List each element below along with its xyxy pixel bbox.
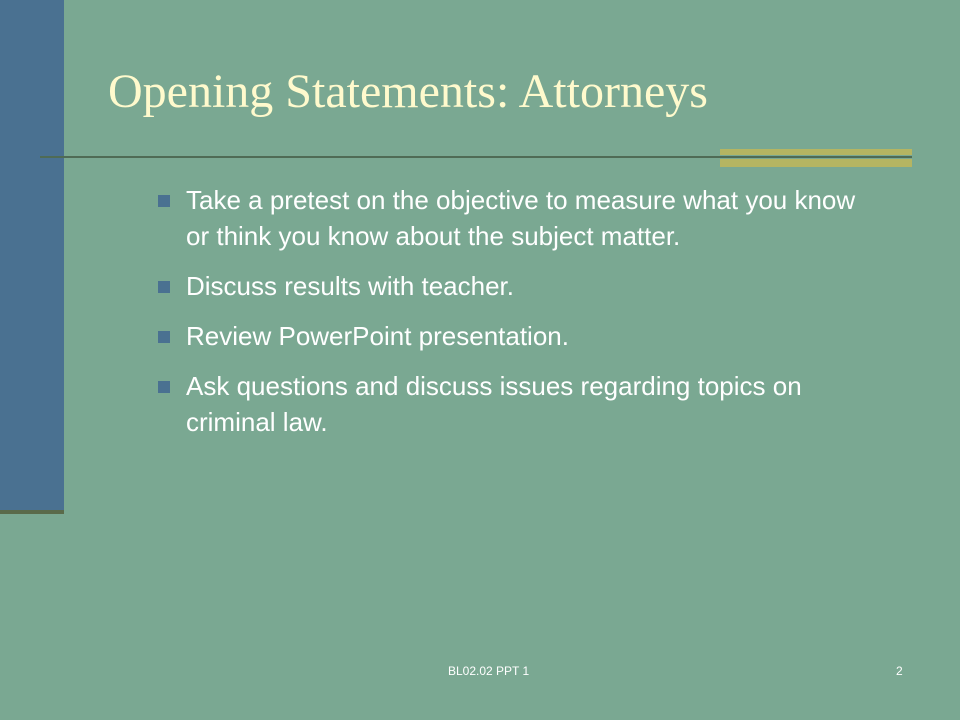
slide-footer: BL02.02 PPT 1 (448, 664, 530, 678)
bullet-text: Ask questions and discuss issues regarding topics on criminal law. (186, 371, 802, 437)
bullet-list (158, 182, 878, 454)
left-bar-underline (0, 510, 64, 514)
accent-bar-top (720, 149, 912, 155)
bullet-item (158, 182, 878, 254)
slide-number: 2 (896, 664, 903, 678)
bullet-text: Discuss results with teacher. (186, 271, 515, 301)
bullet-text: Review PowerPoint presentation. (186, 321, 569, 351)
bullet-item (158, 268, 878, 304)
accent-bar-bottom (720, 159, 912, 167)
square-bullet-icon (158, 331, 170, 343)
bullet-item (158, 318, 878, 354)
square-bullet-icon (158, 195, 170, 207)
bullet-text: Take a pretest on the objective to measure what you know or think you know about the subject matter. (186, 185, 856, 251)
bullet-item (158, 368, 878, 440)
square-bullet-icon (158, 381, 170, 393)
square-bullet-icon (158, 281, 170, 293)
title-divider (40, 156, 912, 158)
left-decorative-bar (0, 0, 64, 514)
slide-title: Opening Statements: Attorneys (108, 65, 708, 118)
